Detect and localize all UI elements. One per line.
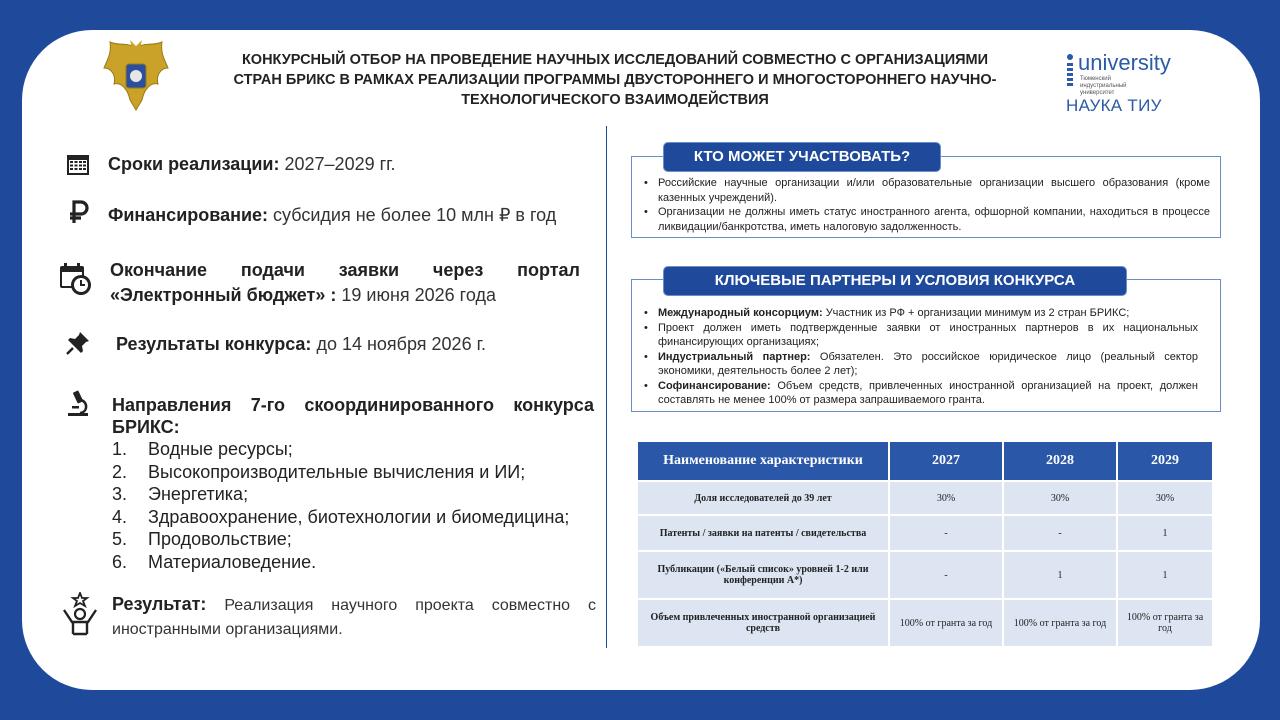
list-item-bold: Международный консорциум: xyxy=(658,307,823,319)
person-star-icon xyxy=(60,592,100,636)
result-line xyxy=(112,592,596,642)
partners-list xyxy=(638,306,1198,408)
results-label: Результаты конкурса: xyxy=(116,334,312,354)
list-item xyxy=(638,321,1198,350)
list-item-text: Продовольствие; xyxy=(148,529,292,549)
list-item-bold: Индустриальный партнер: xyxy=(658,350,811,363)
table-cell: 30% xyxy=(1118,482,1212,514)
coat-of-arms-emblem xyxy=(100,38,172,114)
deadline-label: Окончание подачи заявки через портал «Электронный бюджет» : xyxy=(110,260,580,305)
microscope-icon xyxy=(66,390,90,418)
table-cell: 30% xyxy=(890,482,1002,514)
who-title: КТО МОЖЕТ УЧАСТВОВАТЬ? xyxy=(663,142,941,172)
list-item-text: Энергетика; xyxy=(148,484,249,504)
table-cell: Объем привлеченных иностранной организацией средств xyxy=(638,600,888,646)
list-item-text: Участник из РФ + организации минимум из 2 стран БРИКС; xyxy=(822,307,1130,319)
title-line: СТРАН БРИКС В РАМКАХ РЕАЛИЗАЦИИ ПРОГРАММЫ ДВУСТОРОННЕГО И МНОГОСТОРОННЕГО НАУЧНО- xyxy=(233,72,997,88)
list-item-number: 2. xyxy=(112,461,128,482)
funding-label: Финансирование: xyxy=(108,205,269,225)
table-cell: - xyxy=(890,516,1002,550)
list-item-text: Проект должен иметь подтвержденные заявки от иностранных партнеров в их национальных финансирующих организациях; xyxy=(658,321,1198,348)
deadline-value: 19 июня 2026 года xyxy=(336,285,496,305)
table-cell: 1 xyxy=(1118,516,1212,550)
list-item-text: Материаловедение. xyxy=(148,551,317,572)
table-cell: Доля исследователей до 39 лет xyxy=(638,482,888,514)
logo-subtitle: Тюменский индустриальный университет xyxy=(1080,76,1127,96)
list-item-text: Объем средств, привлеченных иностранной организацией на проект, должен составлять не менее 100% от размера запрашиваемого гранта. xyxy=(658,379,1198,406)
list-item xyxy=(112,483,602,506)
list-item-number: 3. xyxy=(112,484,128,504)
table-cell: 100% от гранта за год xyxy=(890,600,1002,646)
table-row xyxy=(638,482,1212,514)
result-value: Реализация научного проекта совместно с иностранными организациями. xyxy=(112,597,596,638)
title-line: ТЕХНОЛОГИЧЕСКОГО ВЗАИМОДЕЙСТВИЯ xyxy=(461,92,769,108)
table-header: Наименование характеристики xyxy=(638,442,888,480)
list-item-number: 6. xyxy=(112,551,128,572)
table-cell: Публикации («Белый список» уровней 1-2 или конференции А*) xyxy=(638,552,888,598)
list-item: • Российские научные организации и/или образовательные организации высшего образования (кроме казенных учреждений). xyxy=(638,176,1210,205)
logo-nauka-text: НАУКА ТИУ xyxy=(1066,96,1162,115)
title-line: КОНКУРСНЫЙ ОТБОР НА ПРОВЕДЕНИЕ НАУЧНЫХ ИССЛЕДОВАНИЙ СОВМЕСТНО С ОРГАНИЗАЦИЯМИ xyxy=(241,52,989,68)
ruble-icon xyxy=(68,200,90,224)
table-cell: Патенты / заявки на патенты / свидетельства xyxy=(638,516,888,550)
who-list xyxy=(638,176,1210,234)
results-line xyxy=(116,332,596,357)
pin-icon xyxy=(66,331,90,355)
table-cell: 100% от гранта за год xyxy=(1118,600,1212,646)
table-header: 2029 xyxy=(1118,442,1212,480)
partners-box xyxy=(631,279,1221,412)
list-item-number: 1. xyxy=(112,439,128,459)
table-cell: - xyxy=(1004,516,1116,550)
terms-value: 2027–2029 гг. xyxy=(279,154,396,174)
table-cell: 1 xyxy=(1118,552,1212,598)
directions-label xyxy=(112,394,594,438)
table-cell: - xyxy=(890,552,1002,598)
directions-label-text: Направления 7-го скоординированного конкурса БРИКС: xyxy=(112,395,594,437)
table-cell: 30% xyxy=(1004,482,1116,514)
funding-value: субсидия не более 10 млн ₽ в год xyxy=(268,205,557,225)
list-item xyxy=(112,528,602,551)
deadline-line xyxy=(110,258,580,308)
list-item-text: Обязателен. Это российское юридическое лицо (реальный сектор экономики, деятельность более 2 лет); xyxy=(658,350,1198,377)
list-item-number: 4. xyxy=(112,506,128,527)
page-title xyxy=(180,50,1050,110)
list-item: • Организации не должны иметь статус иностранного агента, офшорной компании, находиться в процессе ликвидации/банкротства, иметь налоговую задолженность. xyxy=(638,205,1210,234)
table-row xyxy=(638,516,1212,550)
table-header: 2027 xyxy=(890,442,1002,480)
logo-university-text: university xyxy=(1078,50,1171,75)
directions-list xyxy=(112,438,602,573)
list-item xyxy=(638,350,1198,379)
list-item-bold: Софинансирование: xyxy=(658,379,771,392)
column-divider xyxy=(606,126,607,648)
table-cell: 100% от гранта за год xyxy=(1004,600,1116,646)
logo-bars-icon xyxy=(1066,54,1074,90)
university-logo xyxy=(1064,44,1174,116)
calendar-icon xyxy=(66,152,90,176)
list-item xyxy=(112,551,602,574)
list-item-number: 5. xyxy=(112,529,128,549)
table-header: 2028 xyxy=(1004,442,1116,480)
result-label: Результат: xyxy=(112,594,207,614)
indicators-table xyxy=(636,440,1214,648)
table-row xyxy=(638,600,1212,646)
table-cell: 1 xyxy=(1004,552,1116,598)
terms-line xyxy=(108,152,598,177)
list-item-text: Высокопроизводительные вычисления и ИИ; xyxy=(148,461,526,482)
table-row xyxy=(638,552,1212,598)
results-value: до 14 ноября 2026 г. xyxy=(311,334,486,354)
calendar-clock-icon xyxy=(58,262,92,296)
funding-line xyxy=(108,203,603,228)
terms-label: Сроки реализации: xyxy=(108,154,280,174)
list-item xyxy=(638,306,1198,321)
list-item xyxy=(112,438,602,461)
table-header-row xyxy=(638,442,1212,480)
partners-title: КЛЮЧЕВЫЕ ПАРТНЕРЫ И УСЛОВИЯ КОНКУРСА xyxy=(663,266,1127,296)
list-item xyxy=(112,506,602,529)
list-item xyxy=(638,379,1198,408)
list-item xyxy=(112,461,602,484)
list-item-text: Водные ресурсы; xyxy=(148,439,293,459)
list-item-text: Здравоохранение, биотехнологии и биомедицина; xyxy=(148,506,570,527)
